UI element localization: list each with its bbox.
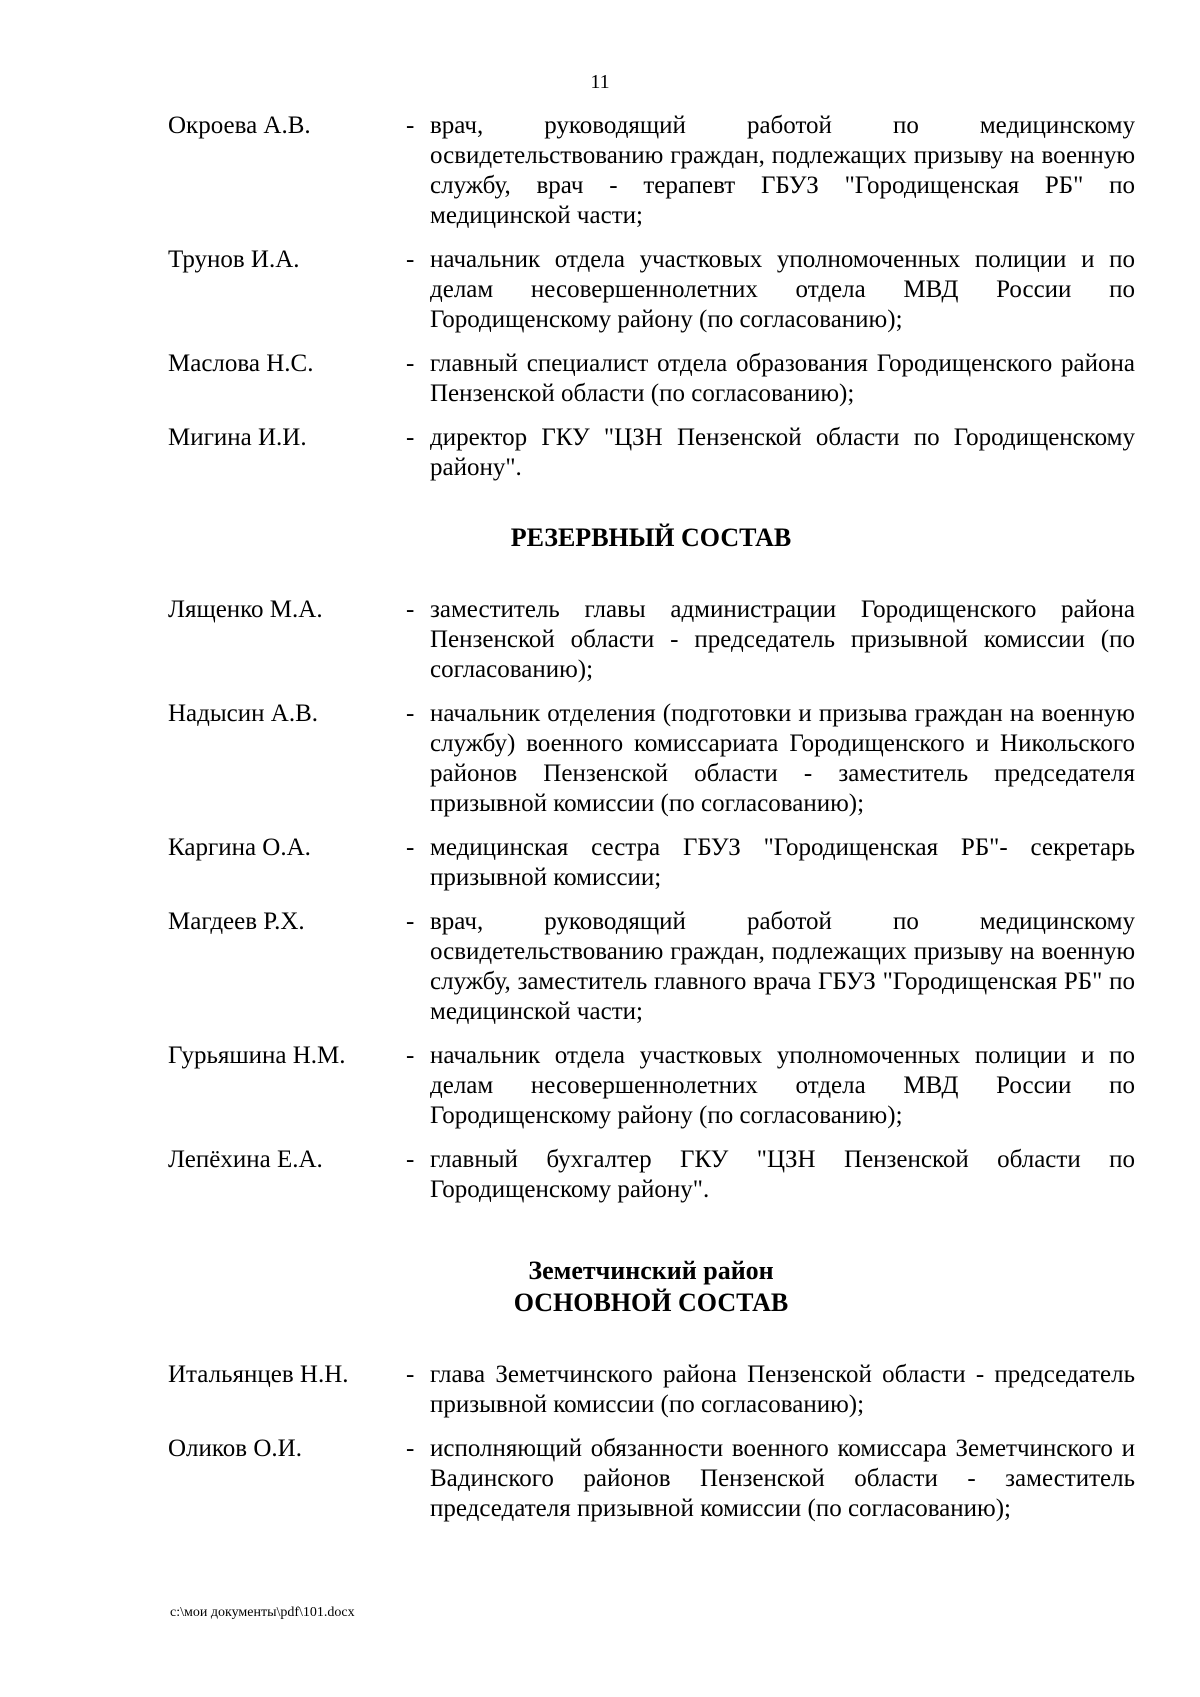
member-role: начальник отдела участковых уполномоченных полиции и по делам несовершеннолетних отдела МВД России по Городищенскому району (по согласованию); [430,246,1135,333]
member-row [168,111,1135,231]
member-row [168,833,1135,893]
dash-separator: - [406,246,415,273]
dash-separator: - [406,350,415,377]
member-row [168,1434,1135,1524]
district-heading: Земетчинский район [528,1256,774,1285]
member-name: Лященко М.А. [168,596,323,623]
member-row [168,907,1135,1027]
member-list-block1 [168,111,1135,497]
member-role: врач, руководящий работой по медицинскому освидетельствованию граждан, подлежащих призыву на военную службу, врач - терапевт ГБУЗ "Городищенская РБ" по медицинской части; [430,112,1135,229]
member-role: медицинская сестра ГБУЗ "Городищенская РБ"- секретарь призывной комиссии; [430,834,1135,891]
section-heading-reserve: РЕЗЕРВНЫЙ СОСТАВ [510,523,792,552]
member-name: Оликов О.И. [168,1435,302,1462]
member-name: Каргина О.А. [168,834,311,861]
member-name: Гурьяшина Н.М. [168,1042,346,1069]
member-row [168,699,1135,819]
member-name: Надысин А.В. [168,700,318,727]
member-role: начальник отдела участковых уполномоченных полиции и по делам несовершеннолетних отдела МВД России по Городищенскому району (по согласованию); [430,1042,1135,1129]
member-name: Итальянцев Н.Н. [168,1361,349,1388]
member-name: Лепёхина Е.А. [168,1146,323,1173]
dash-separator: - [406,1146,415,1173]
footer-file-path: c:\мои документы\pdf\101.docx [170,1605,355,1620]
member-role: главный специалист отдела образования Городищенского района Пензенской области (по согласованию); [430,350,1135,407]
member-row [168,245,1135,335]
dash-separator: - [406,908,415,935]
member-role: главный бухгалтер ГКУ "ЦЗН Пензенской области по Городищенскому району". [430,1146,1135,1203]
member-name: Мигина И.И. [168,424,307,451]
dash-separator: - [406,1361,415,1388]
member-name: Маслова Н.С. [168,350,314,377]
member-row [168,1145,1135,1205]
member-role: исполняющий обязанности военного комиссара Земетчинского и Вадинского районов Пензенской области - заместитель председателя призывной комиссии (по согласованию); [430,1435,1135,1522]
member-row [168,1041,1135,1131]
member-row [168,423,1135,483]
member-role: глава Земетчинского района Пензенской области - председатель призывной комиссии (по согласованию); [430,1361,1135,1418]
member-name: Трунов И.А. [168,246,300,273]
member-role: врач, руководящий работой по медицинскому освидетельствованию граждан, подлежащих призыву на военную службу, заместитель главного врача ГБУЗ "Городищенская РБ" по медицинской части; [430,908,1135,1025]
member-row [168,1360,1135,1420]
member-row [168,349,1135,409]
dash-separator: - [406,424,415,451]
member-role: директор ГКУ "ЦЗН Пензенской области по Городищенскому району". [430,424,1135,481]
member-name: Окроева А.В. [168,112,311,139]
section-heading-main: ОСНОВНОЙ СОСТАВ [513,1288,789,1317]
page-number: 11 [590,71,610,93]
member-list-block2 [168,595,1135,1219]
member-name: Магдеев Р.Х. [168,908,305,935]
dash-separator: - [406,1042,415,1069]
member-role: заместитель главы администрации Городищенского района Пензенской области - председатель призывной комиссии (по согласованию); [430,596,1135,683]
dash-separator: - [406,834,415,861]
dash-separator: - [406,700,415,727]
member-list-block3 [168,1360,1135,1538]
member-role: начальник отделения (подготовки и призыва граждан на военную службу) военного комиссариата Городищенского и Никольского районов Пензенской области - заместитель председателя призывной комиссии (по согласованию); [430,700,1135,817]
dash-separator: - [406,1435,415,1462]
dash-separator: - [406,596,415,623]
member-row [168,595,1135,685]
dash-separator: - [406,112,415,139]
